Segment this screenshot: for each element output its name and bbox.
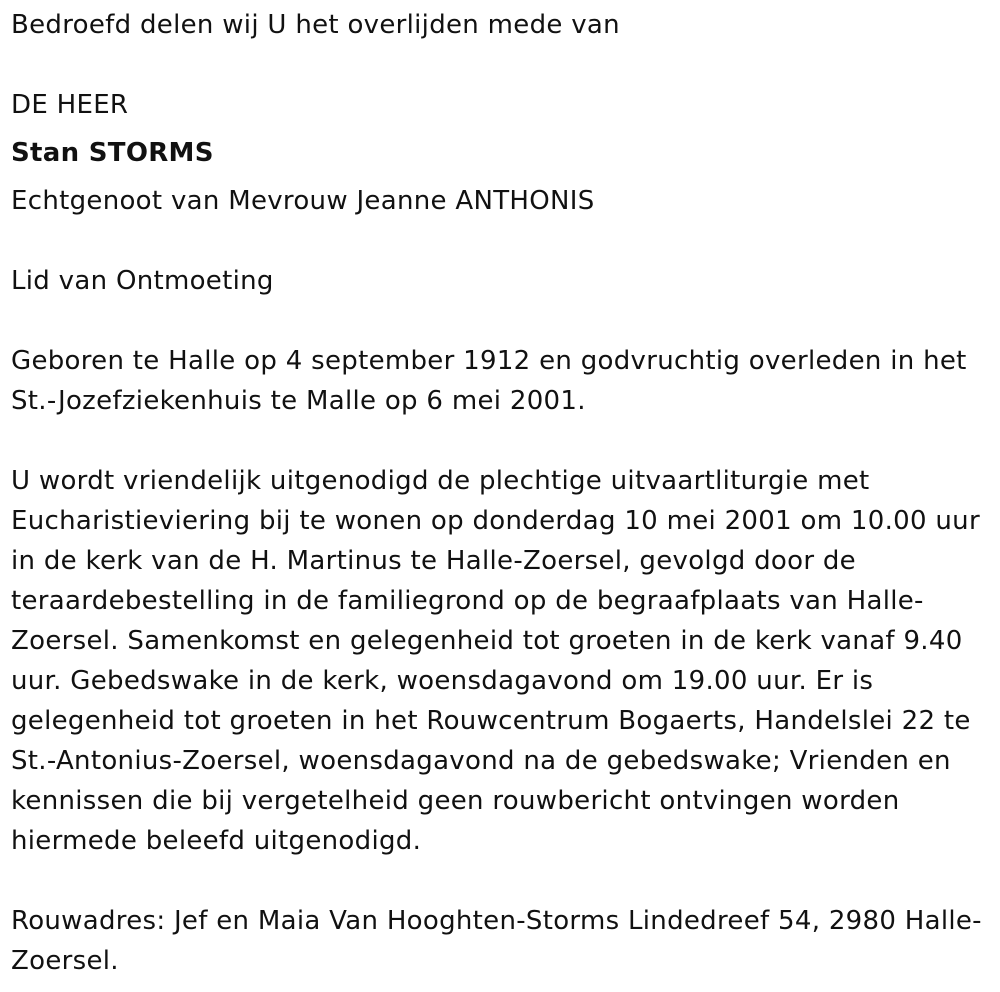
honorific: DE HEER	[11, 90, 129, 120]
paragraph-line: in de kerk van de H. Martinus te Halle-Zoersel, gevolgd door de	[11, 546, 856, 576]
paragraph-line: hiermede beleefd uitgenodigd.	[11, 826, 422, 856]
paragraph-line: Eucharistieviering bij te wonen op donderdag 10 mei 2001 om 10.00 uur	[11, 506, 980, 536]
paragraph-line: uur. Gebedswake in de kerk, woensdagavond om 19.00 uur. Er is	[11, 666, 874, 696]
deceased-name: Stan STORMS	[11, 138, 214, 168]
paragraph-line: gelegenheid tot groeten in het Rouwcentrum Bogaerts, Handelslei 22 te	[11, 706, 971, 736]
paragraph-line: teraardebestelling in de familiegrond op de begraafplaats van Halle-	[11, 586, 924, 616]
paragraph-line: Zoersel.	[11, 946, 119, 976]
paragraph-line: U wordt vriendelijk uitgenodigd de plechtige uitvaartliturgie met	[11, 466, 870, 496]
paragraph-line: St.-Antonius-Zoersel, woensdagavond na de gebedswake; Vrienden en	[11, 746, 951, 776]
paragraph-line: kennissen die bij vergetelheid geen rouwbericht ontvingen worden	[11, 786, 900, 816]
paragraph-line: Rouwadres: Jef en Maia Van Hooghten-Storms Lindedreef 54, 2980 Halle-	[11, 906, 982, 936]
paragraph-line: St.-Jozefziekenhuis te Malle op 6 mei 2001.	[11, 386, 586, 416]
paragraph-line: Geboren te Halle op 4 september 1912 en godvruchtig overleden in het	[11, 346, 967, 376]
paragraph-line: Zoersel. Samenkomst en gelegenheid tot groeten in de kerk vanaf 9.40	[11, 626, 963, 656]
membership-text: Lid van Ontmoeting	[11, 266, 274, 296]
spouse-text: Echtgenoot van Mevrouw Jeanne ANTHONIS	[11, 186, 595, 216]
intro-text: Bedroefd delen wij U het overlijden mede van	[11, 10, 620, 40]
